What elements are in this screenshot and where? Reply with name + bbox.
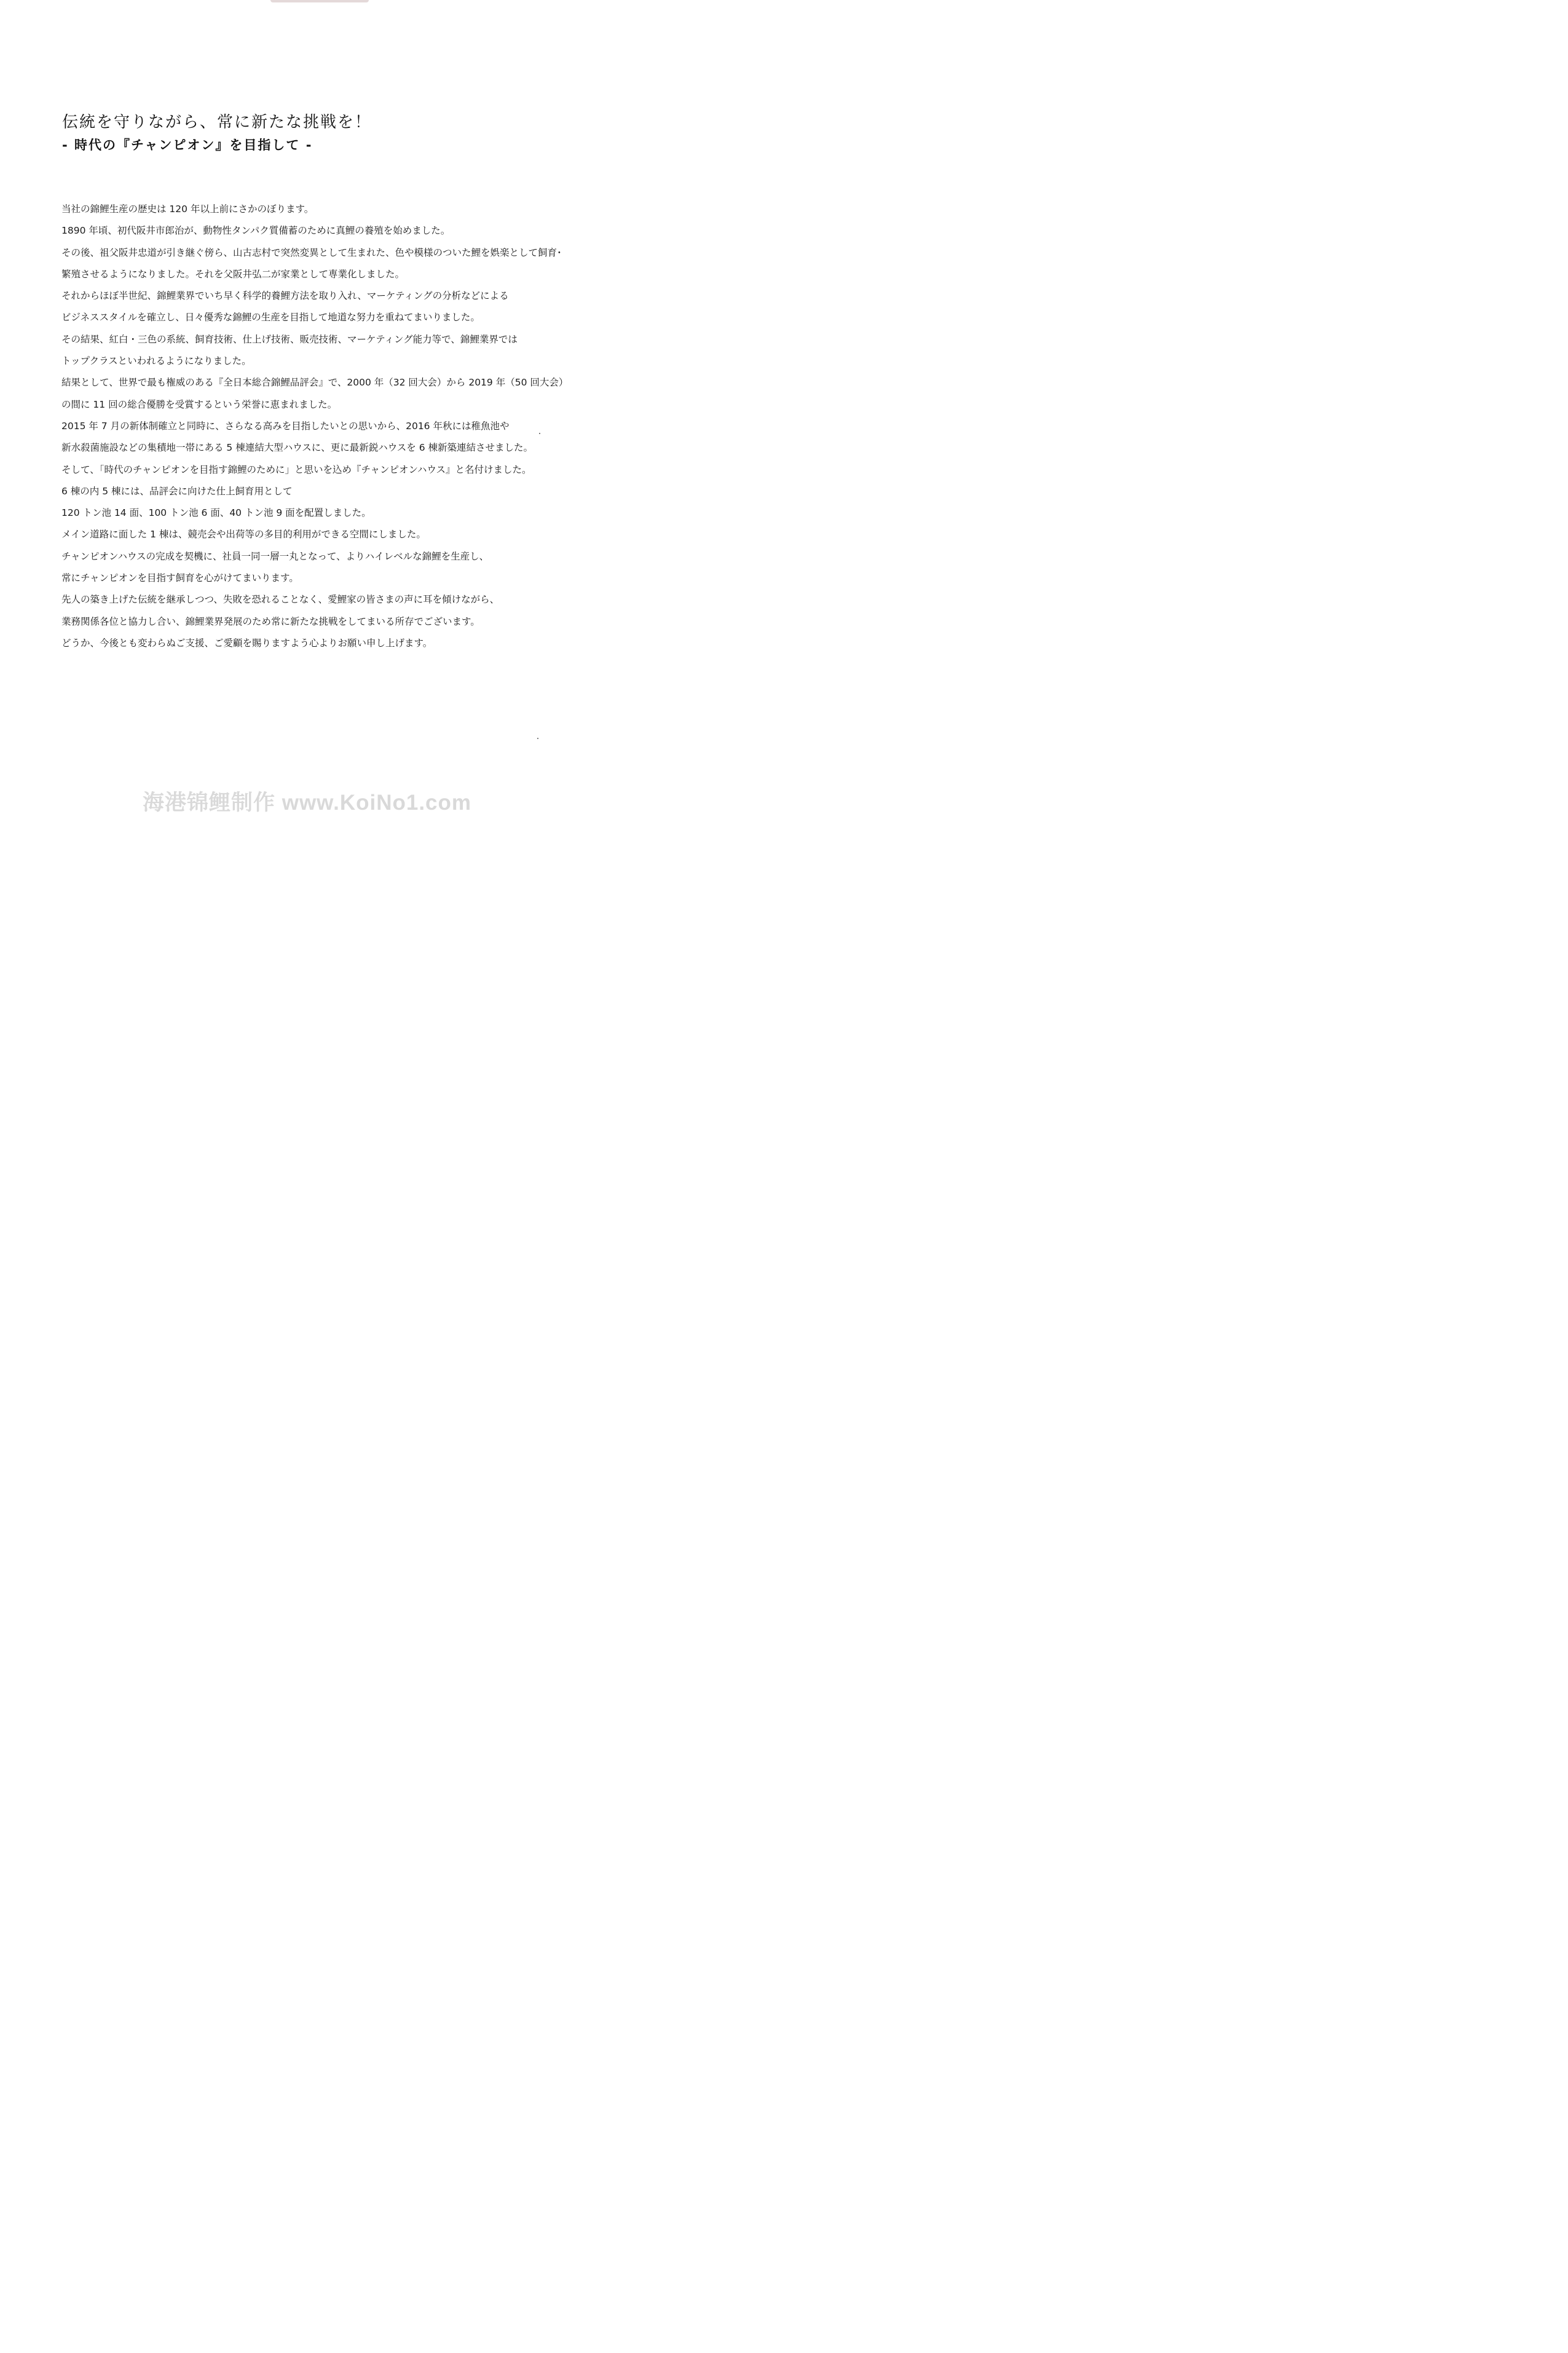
- body-line: そして、「時代のチャンピオンを目指す錦鯉のために」と思いを込め『チャンピオンハウス』と名付けました。: [61, 464, 532, 475]
- body-line: ビジネススタイルを確立し、日々優秀な錦鯉の生産を目指して地道な努力を重ねてまいりました。: [61, 312, 480, 323]
- body-line: 120 トン池 14 面、100 トン池 6 面、40 トン池 9 面を配置しました。: [61, 507, 371, 519]
- body-line: トップクラスといわれるようになりました。: [61, 355, 251, 367]
- scan-speck: [539, 433, 540, 434]
- body-line: 6 棟の内 5 棟には、品評会に向けた仕上飼育用として: [61, 485, 293, 497]
- body-line: 当社の錦鯉生産の歴史は 120 年以上前にさかのぼります。: [61, 204, 314, 215]
- body-line: それからほぼ半世紀、錦鯉業界でいち早く科学的養鯉方法を取り入れ、マーケティングの分析などによる: [61, 290, 509, 302]
- body-line: どうか、今後とも変わらぬご支援、ご愛顧を賜りますよう心よりお願い申し上げます。: [61, 637, 433, 649]
- document-page: [0, 0, 643, 964]
- body-line: 繁殖させるようになりました。それを父阪井弘二が家業として専業化しました。: [61, 268, 405, 280]
- scan-speck: [537, 738, 538, 739]
- body-line: 先人の築き上げた伝統を継承しつつ、失敗を恐れることなく、愛鯉家の皆さまの声に耳を傾けながら、: [61, 594, 500, 606]
- body-line: 業務関係各位と協力し合い、錦鯉業界発展のため常に新たな挑戦をしてまいる所存でございます。: [61, 615, 480, 627]
- body-line: その結果、紅白・三色の系統、飼育技術、仕上げ技術、販売技術、マーケティング能力等で、錦鯉業界では: [61, 333, 518, 345]
- body-line: 2015 年 7 月の新体制確立と同時に、さらなる高みを目指したいとの思いから、2016 年秋には稚魚池や: [61, 420, 510, 432]
- body-line: 結果として、世界で最も権威のある『全日本総合錦鯉品評会』で、2000 年（32 回大会）から 2019 年（50 回大会）: [61, 377, 569, 389]
- page-title: 伝統を守りながら、常に新たな挑戦を！: [62, 113, 372, 132]
- body-text: [61, 199, 615, 654]
- body-line: 1890 年頃、初代阪井市郎治が、動物性タンパク質備蓄のために真鯉の養殖を始めました。: [61, 225, 451, 237]
- body-line: 新水殺菌施設などの集積地一帯にある 5 棟連結大型ハウスに、更に最新鋭ハウスを 6 棟新築連結させました。: [61, 442, 534, 454]
- page-subtitle: - 時代の『チャンピオン』を目指して -: [62, 138, 313, 152]
- scan-edge-mark: [270, 0, 369, 2]
- body-line: メイン道路に面した 1 棟は、競売会や出荷等の多目的利用ができる空間にしました。: [61, 529, 426, 540]
- body-line: 常にチャンピオンを目指す飼育を心がけてまいります。: [61, 572, 299, 584]
- body-line: チャンピオンハウスの完成を契機に、社員一同一層一丸となって、よりハイレベルな錦鯉を生産し、: [61, 550, 489, 562]
- watermark: 海港锦鲤制作 www.KoiNo1.com: [143, 791, 472, 815]
- body-line: その後、祖父阪井忠道が引き継ぐ傍ら、山古志村で突然変異として生まれた、色や模様のついた鯉を娯楽として飼育･: [61, 247, 562, 258]
- body-line: の間に 11 回の総合優勝を受賞するという栄誉に恵まれました。: [61, 398, 337, 410]
